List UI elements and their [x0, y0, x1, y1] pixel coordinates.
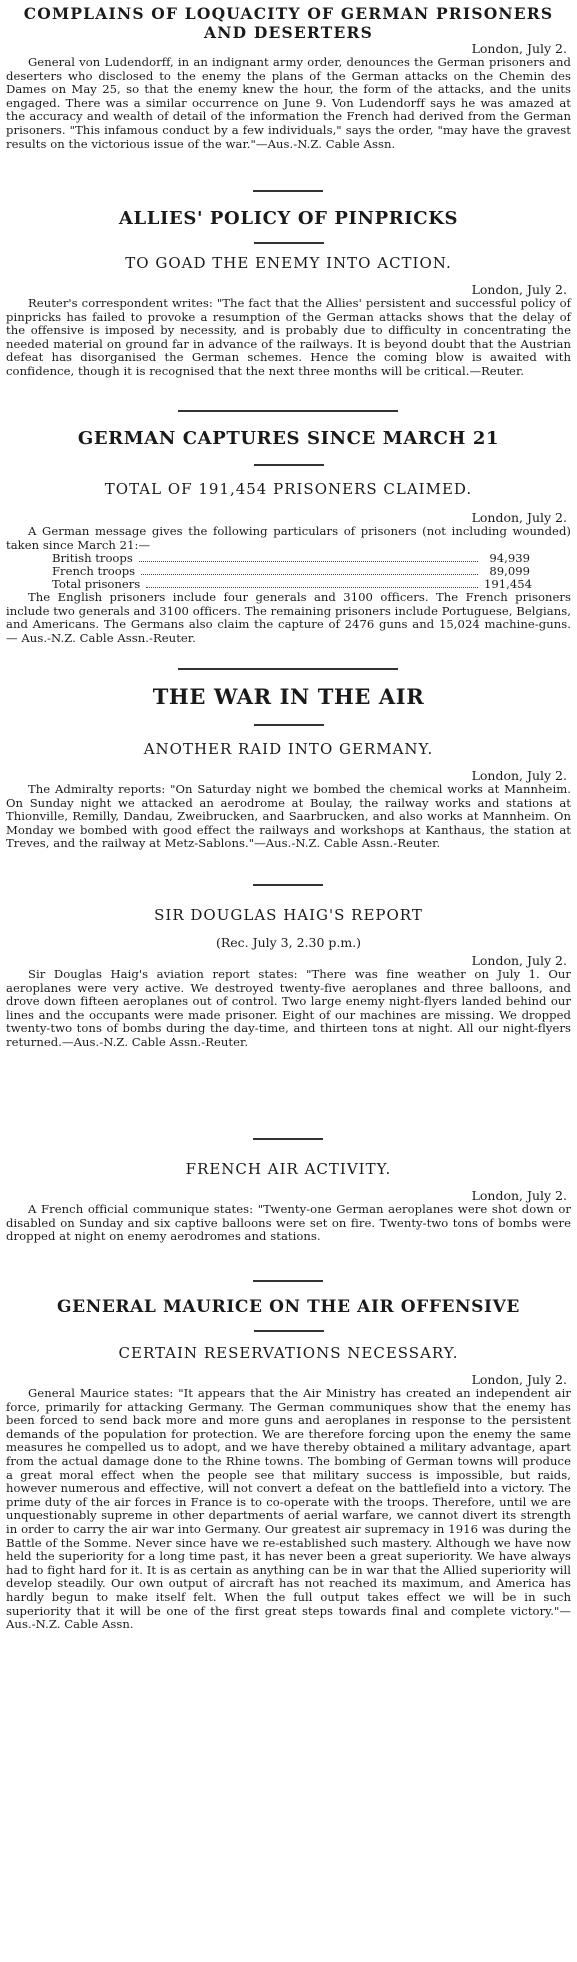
- divider: [253, 1280, 323, 1282]
- article-intro: A German message gives the following particulars of prisoners (not including wounded) taken since March 21:—: [6, 524, 571, 552]
- divider: [178, 668, 398, 670]
- table-value: 94,939: [489, 551, 530, 566]
- divider: [254, 1330, 324, 1332]
- headline: COMPLAINS OF LOQUACITY OF GERMAN PRISONERS AND DESERTERS: [23, 4, 554, 42]
- divider: [254, 242, 324, 244]
- article-war-in-air: [6, 684, 571, 851]
- subheadline: ANOTHER RAID INTO GERMANY.: [143, 740, 434, 758]
- divider: [253, 884, 323, 886]
- article-body: The Admiralty reports: "On Saturday night we bombed the chemical works at Mannheim. On Sunday night we attacked an aerodrome at Boulay, the railway works and stations at Thionville, Remilly, Dandau, Zweibrucken, and Saarbrucken, and also works at Mannheim. On Monday we bombed with good effect the railways and workshops at Kanthaus, the station at Treves, and the railway at Metz-Sablons."—Aus.-N.Z. Cable Assn.-Reuter.: [6, 782, 571, 851]
- divider: [178, 410, 398, 412]
- article-ludendorff: [6, 4, 571, 151]
- table-label: Total prisoners: [52, 577, 141, 592]
- headline: SIR DOUGLAS HAIG'S REPORT: [154, 906, 423, 924]
- headline: GERMAN CAPTURES SINCE MARCH 21: [77, 428, 500, 449]
- article-body: The English prisoners include four generals and 3100 officers. The French prisoners include two generals and 3100 officers. The remaining prisoners include Portuguese, Belgians, and Americans. The Germans also claim the capture of 2476 guns and 15,024 machine-guns. — Aus.-N.Z. Cable Assn.-Reuter.: [6, 590, 571, 645]
- divider: [254, 464, 324, 466]
- subheadline: CERTAIN RESERVATIONS NECESSARY.: [118, 1344, 459, 1362]
- dateline: London, July 2.: [471, 1372, 567, 1387]
- divider: [253, 190, 323, 192]
- dateline: London, July 2.: [471, 1188, 567, 1203]
- article-pinpricks: [6, 208, 571, 379]
- subheadline: TOTAL OF 191,454 PRISONERS CLAIMED.: [104, 480, 473, 498]
- received-line: (Rec. July 3, 2.30 p.m.): [215, 935, 362, 950]
- leader-dots: [141, 574, 478, 575]
- divider: [253, 1138, 323, 1140]
- article-body: Sir Douglas Haig's aviation report states: "There was fine weather on July 1. Our aeroplanes were very active. We destroyed twenty-five aeroplanes and three balloons, and drove down fifteen aeroplanes out of control. Two large enemy night-flyers landed behind our lines and the occupants were made prisoner. Eight of our machines are missing. We dropped twenty-two tons of bombs during the day-time, and thirteen tons at night. All our night-flyers returned.—Aus.-N.Z. Cable Assn.-Reuter.: [6, 967, 571, 1049]
- article-maurice: [6, 1296, 571, 1632]
- article-captures: [6, 428, 571, 646]
- article-body: A French official communique states: "Twenty-one German aeroplanes were shot down or disabled on Sunday and six captive balloons were set on fire. Twenty-two tons of bombs were dropped at night on enemy aerodromes and stations.: [6, 1202, 571, 1244]
- prisoner-table: [52, 552, 530, 591]
- table-value: 191,454: [484, 577, 532, 592]
- table-label: British troops: [52, 551, 133, 566]
- dateline: London, July 2.: [471, 41, 567, 56]
- headline: ALLIES' POLICY OF PINPRICKS: [118, 208, 459, 229]
- dateline: London, July 2.: [471, 768, 567, 783]
- subheadline: TO GOAD THE ENEMY INTO ACTION.: [125, 254, 452, 272]
- headline: FRENCH AIR ACTIVITY.: [185, 1160, 392, 1178]
- table-label: French troops: [52, 564, 136, 579]
- divider: [254, 724, 324, 726]
- dateline: London, July 2.: [471, 282, 567, 297]
- headline: THE WAR IN THE AIR: [152, 684, 425, 709]
- leader-dots: [139, 561, 478, 562]
- article-body: General Maurice states: "It appears that the Air Ministry has created an independent air force, primarily for attacking Germany. The German communiques show that the enemy has been forced to send back more and more guns and aeroplanes in response to the persistent demands of the population for protection. We are therefore forcing upon the enemy the same measures he compelled us to adopt, and we have thereby obtained a military advantage, apart from the actual damage done to the Rhine towns. The bombing of German towns will produce a great moral effect when the people see that military success is impossible, but raids, however numerous and effective, will not convert a defeat on the battlefield into a victory. The prime duty of the air forces in France is to co-operate with the troops. Therefore, until we are unquestionably supreme in other departments of aerial warfare, we cannot divert its strength in order to carry the air war into Germany. Our greatest air supremacy in 1916 was during the Battle of the Somme. Never since have we re-established such mastery. Although we have now held the superiority for a long time past, it has never been a great superiority. We have always had to fight hard for it. It is as certain as anything can be in war that the Allied superiority will develop steadily. Our own output of aircraft has not reached its maximum, and America has hardly begun to make itself felt. When the full output takes effect we will be in such superiority that it will be one of the first great steps towards final and complete victory."—Aus.-N.Z. Cable Assn.: [6, 1386, 571, 1632]
- dateline: London, July 2.: [471, 953, 567, 968]
- leader-dots: [146, 587, 478, 588]
- article-haig-report: [6, 906, 571, 1050]
- table-value: 89,099: [489, 564, 530, 579]
- article-body: Reuter's correspondent writes: "The fact that the Allies' persistent and successful policy of pinpricks has failed to provoke a resumption of the German attacks shows that the delay of the offensive is imposed by necessity, and is probably due to difficulty in concentrating the needed material on ground far in advance of the railways. It is beyond doubt that the Austrian defeat has disorganised the German schemes. Hence the coming blow is awaited with confidence, though it is recognised that the next three months will be critical.—Reuter.: [6, 296, 571, 378]
- article-body: General von Ludendorff, in an indignant army order, denounces the German prisoners and deserters who disclosed to the enemy the plans of the German attacks on the Chemin des Dames on May 25, so that the enemy knew the hour, the form of the attacks, and the units engaged. There was a similar occurrence on June 9. Von Ludendorff says he was amazed at the accuracy and wealth of detail of the information the French had derived from the German prisoners. "This infamous conduct by a few individuals," says the order, "may have the gravest results on the victorious issue of the war."—Aus.-N.Z. Cable Assn.: [6, 55, 571, 151]
- article-french-air: [6, 1160, 571, 1244]
- dateline: London, July 2.: [471, 510, 567, 525]
- headline: GENERAL MAURICE ON THE AIR OFFENSIVE: [57, 1297, 520, 1317]
